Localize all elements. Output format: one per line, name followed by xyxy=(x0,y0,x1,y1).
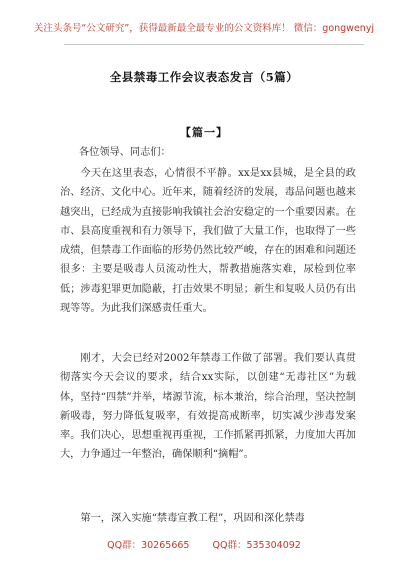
salutation: 各位领导、同志们： xyxy=(79,147,171,158)
paragraph-text: 刚才，大会已经对2002年禁毒工作做了部署。我们要认真贯彻落实今天会议的要求，结合xx实际，以创建“无毒社区”为载体，坚持“四禁”并举，堵源节流，标本兼治，综合治理，坚决控制新吸毒，努力降低复吸率，有效提高戒断率，切实减少涉毒发案率。我们决心，思想重视再重视，工作抓紧再抓紧，力度加大再加大，力争通过一年整治，确保顺利“摘帽”。 xyxy=(60,353,356,461)
footer-contact xyxy=(0,537,408,551)
body-paragraph xyxy=(60,349,356,465)
body-paragraph xyxy=(60,164,356,318)
qq-group-1: QQ群：30265665 xyxy=(107,540,190,551)
body-paragraph xyxy=(60,509,356,528)
paragraph-text: 第一，深入实施“禁毒宣教工程”，巩固和深化禁毒 xyxy=(80,513,305,524)
paragraph-text: 今天在这里表态，心情很不平静。xx是xx县城，是全县的政治、经济、文化中心。近年来，随着经济的发展，毒品问题也越来越突出，已经成为直接影响我镇社会治安稳定的一个重要因素。在市、县高度重视和有力领导下，我们做了大量工作，也取得了一些成绩，但禁毒工作面临的形势仍然比较严峻，存在的困难和问题还很多：主要是吸毒人员流动性大，帮教措施落实难，尿检到位率低；涉毒犯罪更加隐蔽，打击效果不明显；新生和复吸人员仍有出现等等。为此我们深感责任重大。 xyxy=(60,168,356,315)
section-heading: 【篇一】 xyxy=(180,126,228,139)
header-divider xyxy=(64,44,364,45)
document-title: 全县禁毒工作会议表态发言（5篇） xyxy=(109,70,299,84)
header-banner: 关注头条号“公文研究”，获得最新最全最专业的公文资料库！ 微信：gongwenyj xyxy=(33,23,375,34)
qq-group-2: QQ群：535304092 xyxy=(212,540,301,551)
